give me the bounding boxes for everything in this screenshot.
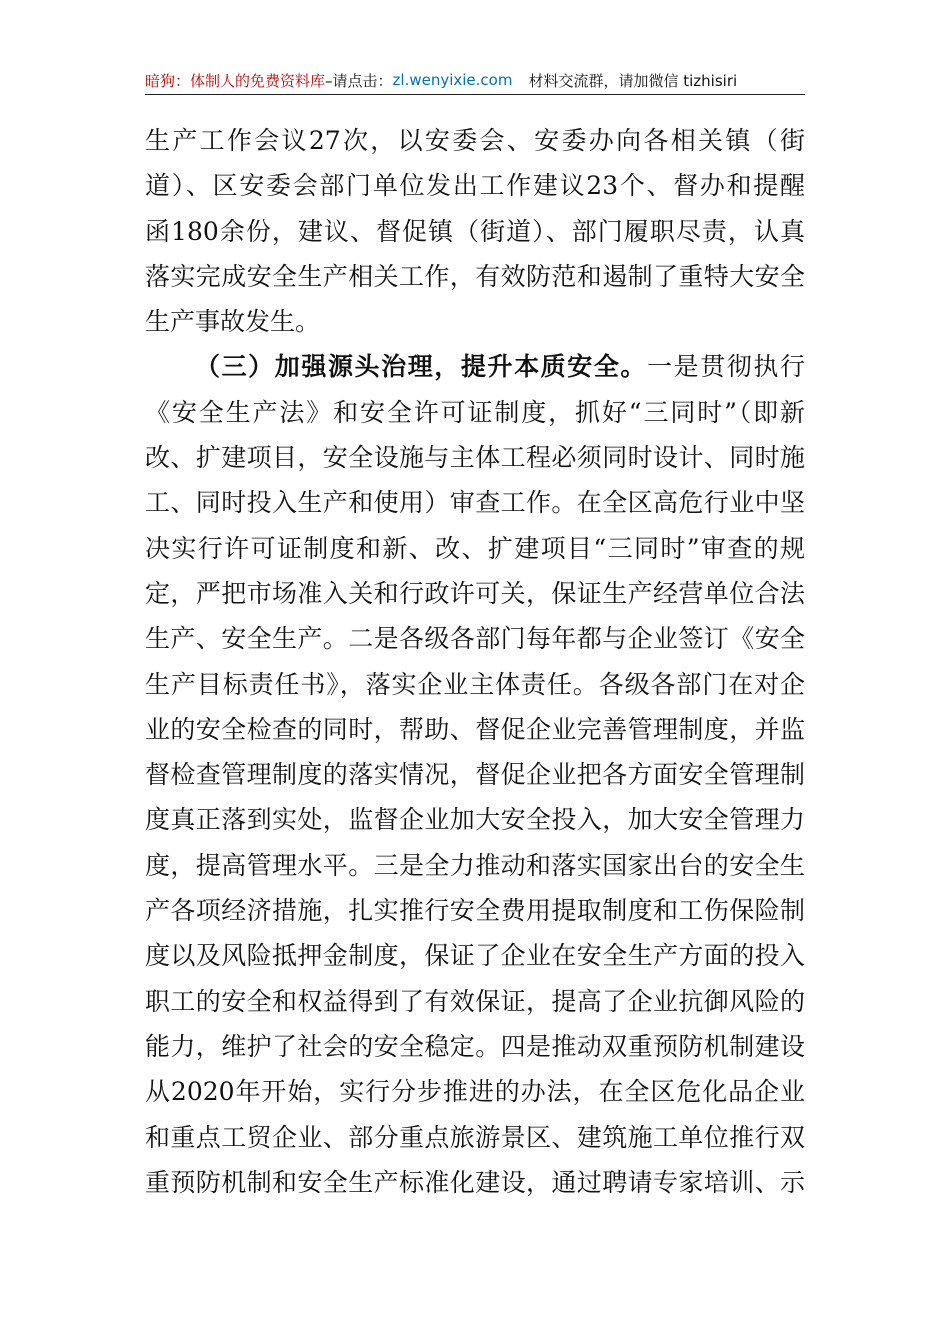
text-line: 重预防机制和安全生产标准化建设，通过聘请专家培训、示 — [145, 1167, 805, 1197]
text-line: 道）、区安委会部门单位发出工作建议23个、督办和提醒 — [145, 171, 805, 201]
text-line: 生产工作会议27次，以安委会、安委办向各相关镇（街 — [145, 126, 805, 155]
section-heading: （三）加强源头治理，提升本质安全。 — [195, 352, 648, 382]
text-line: 业的安全检查的同时，帮助、督促企业完善管理制度，并监 — [145, 714, 805, 744]
header-cta: –请点击： — [325, 71, 393, 90]
paragraph-1 — [145, 118, 805, 344]
text-line: 生产、安全生产。二是各级各部门每年都与企业签订《安全 — [145, 624, 805, 654]
text-line: 定，严把市场准入关和行政许可关，保证生产经营单位合法 — [145, 578, 805, 608]
text-line: 度真正落到实处，监督企业加大安全投入，加大安全管理力 — [145, 805, 805, 835]
text-line: 度，提高管理水平。三是全力推动和落实国家出台的安全生 — [145, 850, 805, 880]
text-line: 决实行许可证制度和新、改、扩建项目“三同时”审查的规 — [145, 533, 805, 563]
header-brand: 暗狗：体制人的免费资料库 — [145, 71, 326, 90]
text-line: 落实完成安全生产相关工作，有效防范和遏制了重特大安全 — [145, 261, 805, 291]
text-line: 生产目标责任书》，落实企业主体责任。各级各部门在对企 — [145, 669, 805, 699]
document-body — [145, 118, 805, 1205]
text-line: 从2020年开始，实行分步推进的办法，在全区危化品企业 — [145, 1077, 805, 1107]
header-group-note: 材料交流群，请加微信 tizhisiri — [528, 71, 738, 90]
text-line: 《安全生产法》和安全许可证制度，抓好“三同时”（即新 — [145, 397, 805, 427]
paragraph-first-line — [145, 344, 805, 389]
heading-continuation: 一是贯彻执行 — [647, 352, 805, 382]
paragraph-2 — [145, 344, 805, 1205]
text-line: 职工的安全和权益得到了有效保证，提高了企业抗御风险的 — [145, 986, 805, 1016]
text-line: 生产事故发生。 — [145, 307, 321, 337]
text-line: 函180余份，建议、督促镇（街道）、部门履职尽责，认真 — [145, 216, 805, 246]
text-line: 督检查管理制度的落实情况，督促企业把各方面安全管理制 — [145, 760, 805, 790]
text-line: 产各项经济措施，扎实推行安全费用提取制度和工伤保险制 — [145, 896, 805, 926]
text-line: 工、同时投入生产和使用）审查工作。在全区高危行业中坚 — [145, 488, 805, 518]
text-line: 能力，维护了社会的安全稳定。四是推动双重预防机制建设 — [145, 1031, 805, 1061]
header-url-link[interactable]: zl.wenyixie.com — [392, 71, 513, 89]
text-line: 和重点工贸企业、部分重点旅游景区、建筑施工单位推行双 — [145, 1122, 805, 1152]
page-header — [145, 66, 805, 95]
text-line: 改、扩建项目，安全设施与主体工程必须同时设计、同时施 — [145, 443, 805, 473]
text-line: 度以及风险抵押金制度，保证了企业在安全生产方面的投入 — [145, 941, 805, 971]
